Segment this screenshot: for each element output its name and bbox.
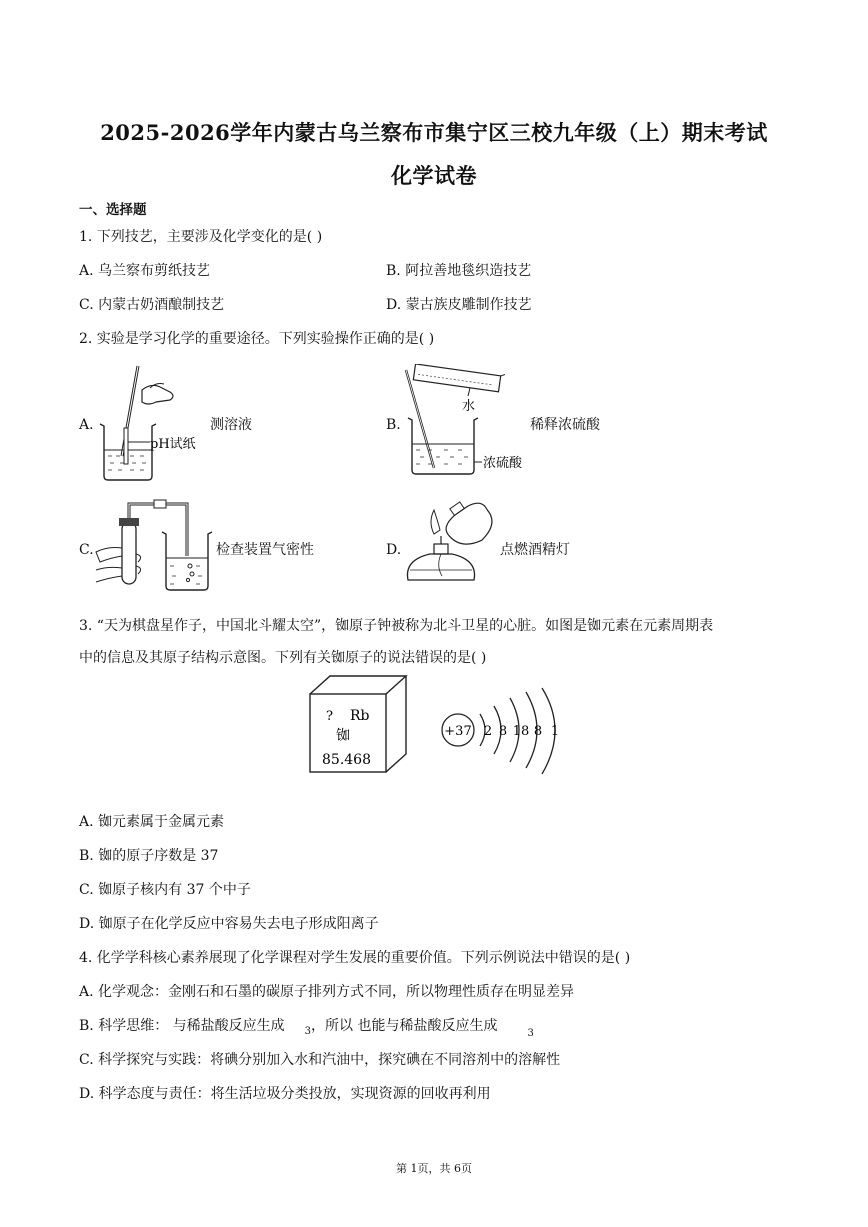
q3-stem-line2: 中的信息及其原子结构示意图。下列有关铷原子的说法错误的是( ) bbox=[79, 650, 487, 666]
section-heading: 一、选择题 bbox=[79, 202, 147, 218]
q4-option-b-sub1: 3 bbox=[304, 1026, 312, 1037]
q1-option-d: D. 蒙古族皮雕制作技艺 bbox=[386, 297, 532, 313]
q4-stem: 4. 化学学科核心素养展现了化学课程对学生发展的重要价值。下列示例说法中错误的是( ) bbox=[79, 950, 631, 966]
q4-option-b bbox=[79, 1017, 534, 1043]
q3-option-d: D. 铷原子在化学反应中容易失去电子形成阳离子 bbox=[79, 916, 379, 932]
q3-option-b: B. 铷的原子序数是 37 bbox=[79, 848, 219, 864]
q1-option-c: C. 内蒙古奶酒酿制技艺 bbox=[79, 297, 225, 313]
ph-test-figure bbox=[90, 362, 220, 484]
q3-option-a: A. 铷元素属于金属元素 bbox=[79, 814, 225, 830]
airtightness-figure bbox=[92, 496, 222, 596]
q2-option-b-caption: 稀释浓硫酸 bbox=[530, 417, 600, 433]
page-footer: 第 1页，共 6页 bbox=[396, 1162, 472, 1175]
acid-label: 浓硫酸 bbox=[483, 456, 523, 471]
atomic-mass: 85.468 bbox=[322, 752, 371, 768]
q4-option-a: A. 化学观念：金刚石和石墨的碳原子排列方式不同，所以物理性质存在明显差异 bbox=[79, 984, 575, 1000]
q3-option-c: C. 铷原子核内有 37 个中子 bbox=[79, 882, 251, 898]
exam-title: 2025-2026学年内蒙古乌兰察布市集宁区三校九年级（上）期末考试 bbox=[100, 120, 768, 145]
nucleus-charge: +37 bbox=[444, 724, 472, 739]
atomic-number: ? bbox=[326, 709, 333, 724]
q1-option-a: A. 乌兰察布剪纸技艺 bbox=[79, 263, 211, 279]
element-symbol: Rb bbox=[350, 708, 370, 724]
q4-option-c: C. 科学探究与实践：将碘分别加入水和汽油中，探究碘在不同溶剂中的溶解性 bbox=[79, 1052, 561, 1068]
atom-structure-diagram bbox=[440, 686, 570, 776]
shell-4: 8 bbox=[533, 724, 543, 739]
shell-5: 1 bbox=[550, 724, 560, 739]
shell-1: 2 bbox=[483, 724, 493, 739]
periodic-table-cell bbox=[306, 672, 410, 776]
q2-option-a-letter: A. bbox=[79, 417, 94, 433]
q1-option-b: B. 阿拉善地毯织造技艺 bbox=[386, 263, 532, 279]
element-name: 铷 bbox=[336, 728, 350, 744]
shell-2: 8 bbox=[498, 724, 508, 739]
q4-option-d: D. 科学态度与责任：将生活垃圾分类投放，实现资源的回收再利用 bbox=[79, 1086, 491, 1102]
q2-option-c-letter: C. bbox=[79, 542, 94, 558]
q4-option-b-sub2: 3 bbox=[527, 1028, 534, 1039]
q2-option-a-caption: 测溶液 bbox=[210, 417, 252, 433]
q4-option-b-part1: B. 科学思维： 与稀盐酸反应生成 bbox=[79, 1018, 285, 1034]
ph-paper-label: pH试纸 bbox=[150, 437, 196, 452]
alcohol-lamp-figure bbox=[400, 500, 504, 598]
q2-option-d-caption: 点燃酒精灯 bbox=[500, 542, 570, 558]
q2-stem: 2. 实验是学习化学的重要途径。下列实验操作正确的是( ) bbox=[79, 331, 435, 347]
q2-option-c-caption: 检查装置气密性 bbox=[216, 542, 314, 558]
exam-subtitle: 化学试卷 bbox=[391, 163, 477, 188]
q4-option-b-part2: ，所以 也能与稀盐酸反应生成 bbox=[311, 1018, 498, 1034]
shell-3: 18 bbox=[512, 724, 530, 739]
q2-option-d-letter: D. bbox=[386, 542, 402, 558]
q1-stem: 1. 下列技艺，主要涉及化学变化的是( ) bbox=[79, 229, 323, 245]
q2-option-b-letter: B. bbox=[386, 417, 401, 433]
dilute-acid-figure bbox=[398, 364, 538, 482]
water-label: 水 bbox=[462, 399, 476, 414]
q3-stem-line1: 3. “天为棋盘星作子，中国北斗耀太空”，铷原子钟被称为北斗卫星的心脏。如图是铷元素在元素周期表 bbox=[79, 618, 714, 634]
